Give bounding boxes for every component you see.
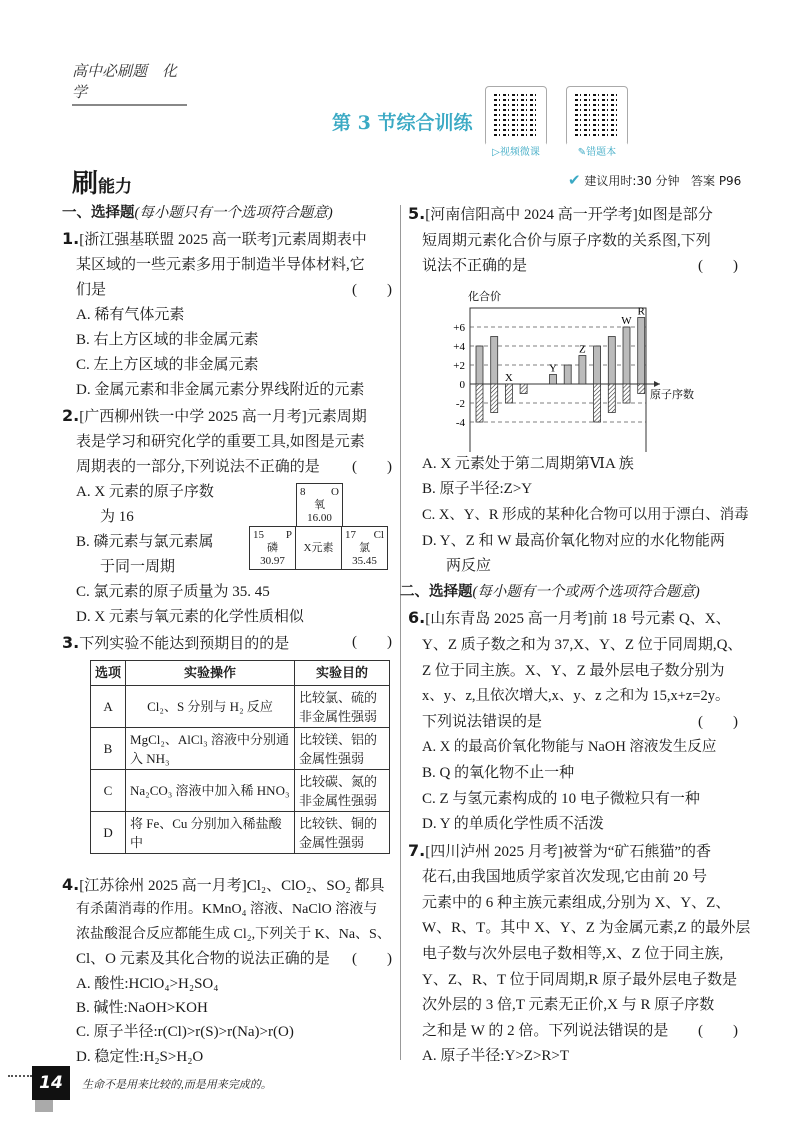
answer-blank[interactable]: ( ) — [352, 282, 392, 298]
option[interactable]: B. 原子半径:Z>Y — [422, 481, 533, 498]
bar-positive — [594, 346, 601, 384]
qr-code-icon — [494, 92, 538, 136]
section-two-heading: 二、选择题(每小题有一个或两个选项符合题意) — [400, 583, 700, 600]
question-5: 5.[河南信阳高中 2024 高一开学考]如图是部分 短周期元素化合价与原子序数的关系图,下列 说法不正确的是 ( ) 化合价 +6 +4 +2 0 -2 -4 原子序数 X Y Z W R A. X 元素处于第二周期第ⅥA 族 B. 原子半径:Z>Y C. X、Y、R 形成的某种化合物可以用于漂白、消毒 D. Y、Z 和 W 最高价氧化物对应的水化物能两 两反应 — [408, 201, 738, 580]
option[interactable]: B. 右上方区域的非金属元素 — [76, 332, 259, 348]
book-header: 高中必刷题 化学 — [72, 60, 187, 106]
qr-code-icon — [575, 92, 619, 136]
bar-negative — [608, 384, 615, 413]
bar-positive — [564, 365, 571, 384]
left-column — [62, 201, 392, 854]
bar-negative — [476, 384, 483, 422]
option-cont: 为 16 — [100, 509, 134, 525]
qr-mistakes[interactable] — [566, 86, 628, 158]
bar-label: Y — [549, 362, 557, 375]
bar-negative — [594, 384, 601, 422]
answer-blank[interactable]: ( ) — [698, 1022, 738, 1039]
bar-positive — [491, 336, 498, 384]
x-axis-arrow — [654, 381, 660, 387]
y-tick-label: +4 — [453, 340, 465, 353]
option-cont: 于同一周期 — [100, 559, 176, 575]
answer-blank[interactable]: ( ) — [698, 258, 738, 275]
answer-blank[interactable]: ( ) — [698, 713, 738, 730]
y-tick-label: -2 — [455, 397, 465, 410]
bar-negative — [491, 384, 498, 413]
question-7: 7.[四川泸州 2025 月考]被誉为“矿石熊猫”的香 花石,由我国地质学家首次发现,它由前 20 号 元素中的 6 种主族元素组成,分别为 X、Y、Z、 W、R、T。其中 X、Y、Z 为金属元素,Z 的最外层 电子数与次外层电子数相等,X、Z 位于同主族, Y、Z、R、T 位于同周期,R 原子最外层电子数是 次外层的 3 倍,T 元素无正价,X 与 R 原子序数 之和是 W 的 2 倍。下列说法错误的是 ( ) A. 原子半径:Y>Z>R>T — [408, 838, 738, 1070]
y-tick-label: +2 — [453, 359, 465, 372]
table-row: C Na₂CO₃ 溶液中加入稀 HNO₃ 比较碳、氮的非金属性强弱 — [91, 770, 390, 812]
option[interactable]: C. 左上方区域的非金属元素 — [76, 357, 259, 373]
question-2: 2.[广西柳州铁一中学 2025 高一月考]元素周期 表是学习和研究化学的重要工具,如图是元素 周期表的一部分,下列说法不正确的是 ( ) A. X 元素的原子序数 为 16 B. 磷元素与氯元素属 于同一周期 C. 氯元素的原子质量为 35. 45 D. X 元素与氧元素的化学性质相似 8 O 氧 16.00 15 P 磷 30.97 X元素 17 Cl 氯 35.45 — [62, 403, 392, 630]
page-mark — [35, 1100, 53, 1112]
bar-label: W — [621, 314, 632, 327]
bar-label: Z — [579, 343, 586, 356]
bar-positive — [476, 346, 483, 384]
bar-positive — [638, 317, 645, 384]
time-text: 建议用时:30 分钟 — [584, 174, 680, 188]
option[interactable]: D. Y、Z 和 W 最高价氧化物对应的水化物能两 — [422, 532, 725, 549]
bar-negative — [505, 384, 512, 403]
question-4: 4.[江苏徐州 2025 高一月考]Cl₂、ClO₂、SO₂ 都具 有杀菌消毒的作用。KMnO₄ 溶液、NaClO 溶液与 浓盐酸混合反应都能生成 Cl₂,下列关于 K、Na、S、 Cl、O 元素及其化合物的说法正确的是 ( ) A. 酸性:HClO₄>H₂SO₄ B. 碱性:NaOH>KOH C. 原子半径:r(Cl)>r(S)>r(Na)>r(O) D. 稳定性:H₂S>H₂O — [62, 873, 392, 1069]
y-axis-label: 化合价 — [468, 289, 501, 303]
table-row: A Cl₂、S 分别与 H₂ 反应 比较氯、硫的非金属性强弱 — [91, 686, 390, 728]
cell-chlorine: 17 Cl 氯 35.45 — [341, 526, 388, 570]
question-3: 3.下列实验不能达到预期目的的是 ( ) 选项 实验操作 实验目的 A Cl₂、S 分别与 H₂ 反应 比较氯、硫的非金属性强弱 B MgCl₂、AlCl₃ 溶液中分别通入 NH₃ 比较镁、铝的金属性强弱 C Na₂CO₃ 溶液中加入稀 HNO₃ 比较碳、氮的非金属性强弱 D 将 Fe、Cu 分别加入稀盐酸中 比较铁、铜的金属性强弱 — [62, 630, 392, 854]
cell-oxygen: 8 O 氧 16.00 — [296, 483, 343, 527]
option[interactable]: A. X 元素处于第二周期第ⅥA 族 — [422, 455, 634, 472]
bar-positive — [579, 355, 586, 384]
y-tick-label: -4 — [455, 416, 465, 429]
option[interactable]: B. Q 的氧化物不止一种 — [422, 764, 575, 781]
cell-x: X元素 — [295, 526, 342, 570]
experiment-table: 选项 实验操作 实验目的 A Cl₂、S 分别与 H₂ 反应 比较氯、硫的非金属性强弱 B MgCl₂、AlCl₃ 溶液中分别通入 NH₃ 比较镁、铝的金属性强弱 C Na₂CO₃ 溶液中加入稀 HNO₃ 比较碳、氮的非金属性强弱 D 将 Fe、Cu 分别加入稀盐酸中 比较铁、铜的金属性强弱 — [90, 660, 390, 854]
brand-small: 能力 — [98, 177, 133, 197]
bar-label: X — [504, 371, 513, 384]
option[interactable]: A. X 元素的原子序数 — [76, 484, 214, 500]
bar-negative — [623, 384, 630, 403]
option[interactable]: C. X、Y、R 形成的某种化合物可以用于漂白、消毒 — [422, 506, 749, 523]
answer-blank[interactable]: ( ) — [352, 459, 392, 475]
check-icon: ✔ — [568, 171, 581, 189]
bar-positive — [608, 336, 615, 384]
bar-positive — [623, 327, 630, 384]
option[interactable]: D. X 元素与氧元素的化学性质相似 — [76, 609, 304, 625]
bar-label: R — [637, 305, 645, 318]
qr-video[interactable] — [485, 86, 547, 158]
brand-big: 刷 — [72, 169, 99, 199]
right-column — [400, 201, 751, 1070]
question-6: 6.[山东青岛 2025 高一月考]前 18 号元素 Q、X、 Y、Z 质子数之和为 37,X、Y、Z 位于同周期,Q、 Z 位于同主族。X、Y、Z 最外层电子数分别为 x、y、z,且依次增大,x、y、z 之和为 15,x+z=2y。 下列说法错误的是 ( ) A. X 的最高价氧化物能与 NaOH 溶液发生反应 B. Q 的氧化物不止一种 C. Z 与氢元素构成的 10 电子微粒只有一种 D. Y 的单质化学性质不活泼 — [408, 605, 738, 837]
option[interactable]: A. X 的最高价氧化物能与 NaOH 溶液发生反应 — [422, 739, 717, 756]
answer-blank[interactable]: ( ) — [352, 951, 392, 968]
x-axis-label: 原子序数 — [650, 387, 694, 401]
option-cont: 两反应 — [446, 558, 492, 575]
option[interactable]: A. 酸性:HClO₄>H₂SO₄ — [76, 975, 219, 992]
option[interactable]: D. 金属元素和非金属元素分界线附近的元素 — [76, 382, 365, 398]
page-number: 14 — [32, 1066, 70, 1100]
option[interactable]: A. 原子半径:Y>Z>R>T — [422, 1048, 570, 1065]
y-tick-label: 0 — [459, 378, 465, 391]
table-row: B MgCl₂、AlCl₃ 溶液中分别通入 NH₃ 比较镁、铝的金属性强弱 — [91, 728, 390, 770]
section-one-heading: 一、选择题(每小题只有一个选项符合题意) — [62, 205, 333, 221]
footer-dots — [8, 1075, 32, 1077]
answer-ref: 答案 P96 — [691, 174, 742, 188]
cell-phosphorus: 15 P 磷 30.97 — [249, 526, 296, 570]
section-title: 第 3 节综合训练 — [332, 112, 473, 134]
table-row: D 将 Fe、Cu 分别加入稀盐酸中 比较铁、铜的金属性强弱 — [91, 812, 390, 854]
option[interactable]: C. Z 与氢元素构成的 10 电子微粒只有一种 — [422, 790, 700, 807]
option[interactable]: A. 稀有气体元素 — [76, 307, 185, 323]
bar-negative — [520, 384, 527, 394]
qr-caption: ▷视频微课 — [486, 143, 546, 158]
bar-negative — [638, 384, 645, 394]
option[interactable]: D. Y 的单质化学性质不活泼 — [422, 816, 604, 833]
option[interactable]: B. 碱性:NaOH>KOH — [76, 1000, 208, 1017]
option[interactable]: B. 磷元素与氯元素属 — [76, 534, 214, 550]
option[interactable]: C. 氯元素的原子质量为 35. 45 — [76, 584, 270, 600]
option[interactable]: C. 原子半径:r(Cl)>r(S)>r(Na)>r(O) — [76, 1024, 294, 1041]
valence-chart — [400, 280, 730, 452]
footer-motto: 生命不是用来比较的,而是用来完成的。 — [82, 1079, 272, 1091]
qr-caption: ✎错题本 — [567, 143, 627, 158]
y-tick-label: +6 — [453, 321, 465, 334]
brand-heading — [72, 163, 132, 200]
answer-blank[interactable]: ( ) — [352, 634, 392, 650]
option[interactable]: D. 稳定性:H₂S>H₂O — [76, 1048, 204, 1065]
question-1: 1.[浙江强基联盟 2025 高一联考]元素周期表中 某区域的一些元素多用于制造半导体材料,它 们是 ( ) A. 稀有气体元素 B. 右上方区域的非金属元素 C. 左上方区域的非金属元素 D. 金属元素和非金属元素分界线附近的元素 — [62, 226, 392, 403]
time-hint — [568, 171, 741, 189]
bar-positive — [550, 374, 557, 384]
